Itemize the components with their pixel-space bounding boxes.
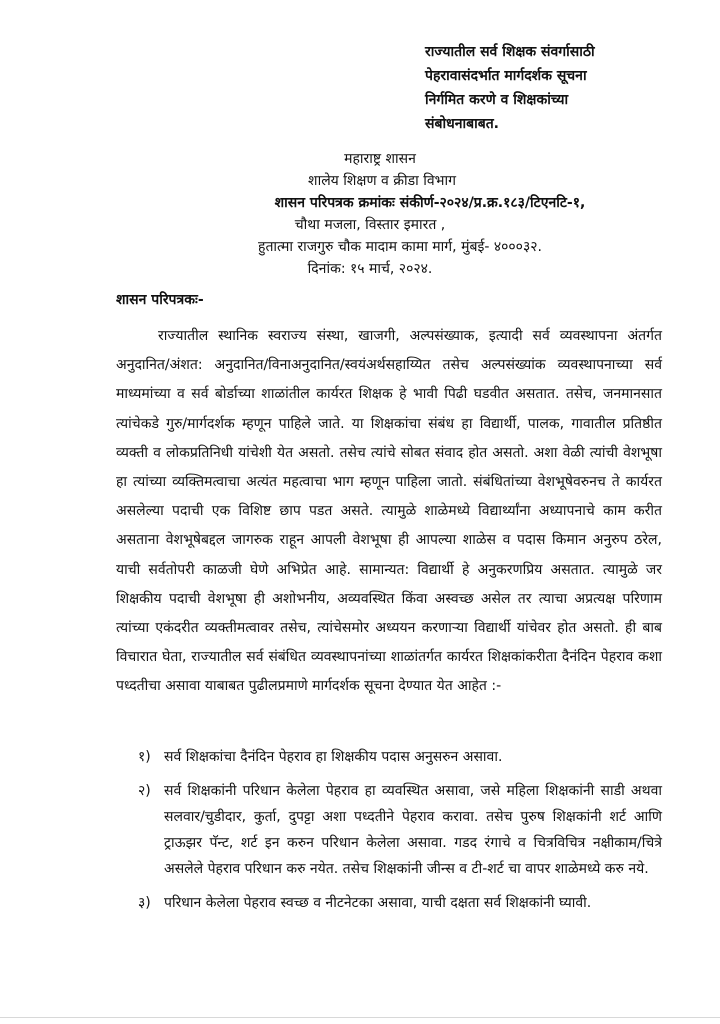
subject-block bbox=[425, 40, 670, 136]
list-item bbox=[116, 778, 662, 882]
letter-header bbox=[0, 148, 720, 280]
circular-heading: शासन परिपत्रकः- bbox=[116, 292, 204, 308]
subject-line: राज्यातील सर्व शिक्षक संवर्गासाठी bbox=[425, 44, 595, 60]
subject-line: संबोधनाबाबत. bbox=[425, 116, 500, 132]
address-floor: चौथा मजला, विस्तार इमारत , bbox=[294, 217, 446, 233]
instruction-list bbox=[116, 744, 662, 924]
circular-number: शासन परिपत्रक क्रमांकः संकीर्ण-२०२४/प्र.क्र.१८३/टिएनटि-१, bbox=[274, 195, 586, 211]
list-item-text: सर्व शिक्षकांनी परिधान केलेला पेहराव हा व्यवस्थित असावा, जसे महिला शिक्षकांनी साडी अथवा सलवार/चुडीदार, कुर्ता, दुपट्टा अशा पध्दतीने पेहराव करावा. तसेच पुरुष शिक्षकांनी शर्ट आणि ट्राऊझर पॅन्ट, शर्ट इन करुन परिधान केलेला असावा. गडद रंगाचे व चित्रविचित्र नक्षीकाम/चित्रे असलेले पेहराव परिधान करु नयेत. तसेच शिक्षकांनी जीन्स व टी-शर्ट चा वापर शाळेमध्ये करु नये. bbox=[164, 783, 662, 877]
department-name: शालेय शिक्षण व क्रीडा विभाग bbox=[308, 173, 456, 189]
list-item-text: परिधान केलेला पेहराव स्वच्छ व नीटनेटका असावा, याची दक्षता सर्व शिक्षकांनी घ्यावी. bbox=[164, 895, 592, 911]
list-item-number: ३) bbox=[138, 895, 151, 911]
list-item-text: सर्व शिक्षकांचा दैनंदिन पेहराव हा शिक्षकीय पदास अनुसरुन असावा. bbox=[164, 749, 503, 765]
circular-date: दिनांक: १५ मार्च, २०२४. bbox=[307, 261, 433, 277]
list-item bbox=[116, 890, 662, 916]
govt-name: महाराष्ट्र शासन bbox=[344, 151, 416, 167]
subject-line: निर्गमित करणे व शिक्षकांच्या bbox=[425, 92, 569, 108]
list-item-number: २) bbox=[138, 783, 151, 799]
address-street: हुतात्मा राजगुरु चौक मादाम कामा मार्ग, मुंबई- ४०००३२. bbox=[258, 239, 542, 255]
body-paragraph: राज्यातील स्थानिक स्वराज्य संस्था, खाजगी, अल्पसंख्याक, इत्यादी सर्व व्यवस्थापना अंतर्गत अनुदानित/अंशत: अनुदानित/विनाअनुदानित/स्वयंअर्थसहाय्यित तसेच अल्पसंख्यांक व्यवस्थापनाच्या सर्व माध्यमांच्या व सर्व बोर्डाच्या शाळांतील कार्यरत शिक्षक हे भावी पिढी घडवीत असतात. तसेच, जनमानसात त्यांचेकडे गुरु/मार्गदर्शक म्हणून पाहिले जाते. या शिक्षकांचा संबंध हा विद्यार्थी, पालक, गावातील प्रतिष्ठीत व्यक्ती व लोकप्रतिनिधी यांचेशी येत असतो. तसेच त्यांचे सोबत संवाद होत असतो. अशा वेळी त्यांची वेशभूषा हा त्यांच्या व्यक्तिमत्वाचा अत्यंत महत्वाचा भाग म्हणून पाहिला जातो. संबंधितांच्या वेशभूषेवरुनच ते कार्यरत असलेल्या पदाची एक विशिष्ट छाप पडत असते. त्यामुळे शाळेमध्ये विद्यार्थ्यांना अध्यापनाचे काम करीत असताना वेशभूषेबद्दल जागरुक राहून आपली वेशभूषा ही आपल्या शाळेस व पदास किमान अनुरुप ठरेल, याची सर्वतोपरी काळजी घेणे अभिप्रेत आहे. सामान्यत: विद्यार्थी हे अनुकरणप्रिय असतात. त्यामुळे जर शिक्षकीय पदाची वेशभूषा ही अशोभनीय, अव्यवस्थित किंवा अस्वच्छ असेल तर त्याचा अप्रत्यक्ष परिणाम त्यांच्या एकंदरीत व्यक्तीमत्वावर तसेच, त्यांचेसमोर अध्ययन करणाऱ्या विद्यार्थी यांचेवर होत असतो. ही बाब विचारात घेता, राज्यातील सर्व संबंधित व्यवस्थापनांच्या शाळांतर्गत कार्यरत शिक्षकांकरीता दैनंदिन पेहराव कशा पध्दतीचा असावा याबाबत पुढीलप्रमाणे मार्गदर्शक सूचना देण्यात येत आहेत :- bbox=[116, 328, 662, 695]
list-item-number: १) bbox=[138, 749, 151, 765]
list-item bbox=[116, 744, 662, 770]
subject-line: पेहरावासंदर्भात मार्गदर्शक सूचना bbox=[425, 68, 587, 84]
page-bottom-divider bbox=[0, 1017, 720, 1018]
